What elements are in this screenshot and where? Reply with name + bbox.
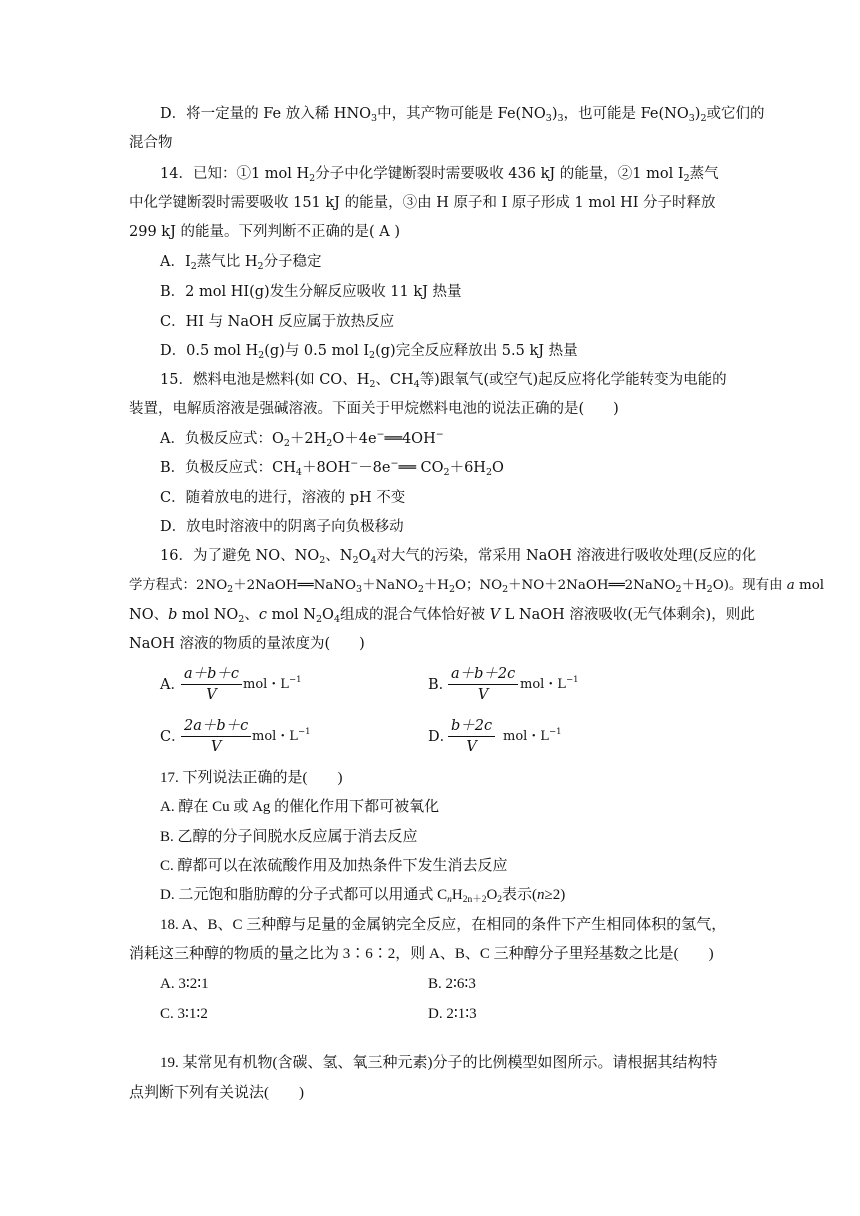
q15-option-b: B．负极反应式：$CH_4+8OH^--8e^-══$ $CO_2+6H_2O$ [160, 458, 504, 478]
q16-option-b-unit: mol・$L^{-1}$ [520, 675, 579, 692]
q15-stem-line2: 装置，电解质溶液是强碱溶液。下面关于甲烷燃料电池的说法正确的是( ) [129, 401, 619, 417]
q18-stem-line2: 消耗这三种醇的物质的量之比为 3∶6∶2，则 A、B、C 三种醇分子里羟基数之比是( ) [129, 946, 714, 962]
q16-option-a-label: A． [160, 677, 185, 693]
q14-option-d: D．0.5 mol $H_2(g)$与 0.5 mol $I_2(g)$完全反应释放出 5.5 kJ 热量 [160, 343, 578, 361]
q17-option-a: A. 醇在 Cu 或 Ag 的催化作用下都可被氧化 [160, 799, 440, 815]
q14-option-a: A．$I_2$蒸气比 $H_2$分子稳定 [160, 254, 322, 272]
q19-stem-line2: 点判断下列有关说法( ) [129, 1085, 304, 1101]
q13-option-d-line1: D．将一定量的 Fe 放入稀 $HNO_3$中，其产物可能是 $Fe(NO_3)_3$，也可能是 $Fe(NO_3)_2$或它们的 [160, 106, 765, 124]
q18-stem-line1: 18. A、B、C 三种醇与足量的金属钠完全反应，在相同的条件下产生相同体积的氢气， [160, 917, 727, 933]
q16-option-b-fraction: a＋b＋2c V [448, 664, 518, 705]
q16-option-a-unit: mol・$L^{-1}$ [243, 675, 302, 692]
q18-option-b: B. 2∶6∶3 [428, 976, 476, 992]
q14-stem-line1: 14．已知：①1 mol $H_2$分子中化学键断裂时需要吸收 436 kJ 的能量，②1 mol $I_2$蒸气 [160, 166, 719, 184]
q16-option-b-label: B． [428, 677, 454, 693]
q18-option-d: D. 2∶1∶3 [428, 1006, 477, 1022]
q19-stem-line1: 19. 某常见有机物(含碳、氢、氧三种元素)分子的比例模型如图所示。请根据其结构特 [160, 1055, 718, 1071]
q16-stem-line3: NO、b mol $NO_2$、c mol $N_2O_4$组成的混合气体恰好被 V L NaOH 溶液吸收(无气体剩余)，则此 [129, 607, 755, 625]
q18-option-a: A. 3∶2∶1 [160, 976, 209, 992]
q14-option-c: C．HI 与 NaOH 反应属于放热反应 [160, 314, 395, 330]
q17-option-c: C. 醇都可以在浓硫酸作用及加热条件下发生消去反应 [160, 858, 508, 874]
q16-option-c-label: C． [160, 729, 186, 745]
q15-option-d: D．放电时溶液中的阴离子向负极移动 [160, 519, 404, 535]
q14-stem-line2: 中化学键断裂时需要吸收 151 kJ 的能量，③由 H 原子和 I 原子形成 1 mol HI 分子时释放 [129, 195, 716, 211]
q16-option-c-fraction: 2a＋b＋c V [181, 716, 251, 757]
q18-option-c: C. 3∶1∶2 [160, 1006, 208, 1022]
q17-stem: 17. 下列说法正确的是( ) [160, 770, 343, 786]
q16-option-c-unit: mol・$L^{-1}$ [252, 727, 311, 744]
q16-stem-line2: 学方程式：$2NO_2+2NaOH══NaNO_3+NaNO_2+H_2O$；$NO_2+NO+2NaOH══2NaNO_2+H_2O$)。现有由 a mol [129, 578, 825, 595]
q14-option-b: B．2 mol HI(g)发生分解反应吸收 11 kJ 热量 [160, 284, 462, 300]
q16-stem-line1: 16．为了避免 NO、$NO_2$、$N_2O_4$对大气的污染，常采用 NaOH 溶液进行吸收处理(反应的化 [160, 548, 757, 566]
q16-option-d-label: D． [428, 729, 455, 745]
q14-stem-line3: 299 kJ 的能量。下列判断不正确的是( A ) [129, 224, 400, 240]
q16-option-d-unit: mol・$L^{-1}$ [503, 727, 562, 744]
q17-option-d: D. 二元饱和脂肪醇的分子式都可以用通式 $C_nH_{2n+2}O_2$表示(n≥2) [160, 887, 566, 905]
q16-stem-line4: NaOH 溶液的物质的量浓度为( ) [129, 636, 365, 652]
q13-option-d-line2: 混合物 [129, 135, 173, 151]
q15-option-a: A．负极反应式：$O_2+2H_2O+4e^-══4OH^-$ [160, 429, 444, 449]
q15-stem-line1: 15．燃料电池是燃料(如 CO、$H_2$、$CH_4$等)跟氧气(或空气)起反应将化学能转变为电能的 [160, 372, 727, 390]
q16-option-d-fraction: b＋2c V [448, 716, 495, 757]
q17-option-b: B. 乙醇的分子间脱水反应属于消去反应 [160, 829, 418, 845]
q16-option-a-fraction: a＋b＋c V [181, 664, 242, 705]
q15-option-c: C．随着放电的进行，溶液的 pH 不变 [160, 490, 406, 506]
